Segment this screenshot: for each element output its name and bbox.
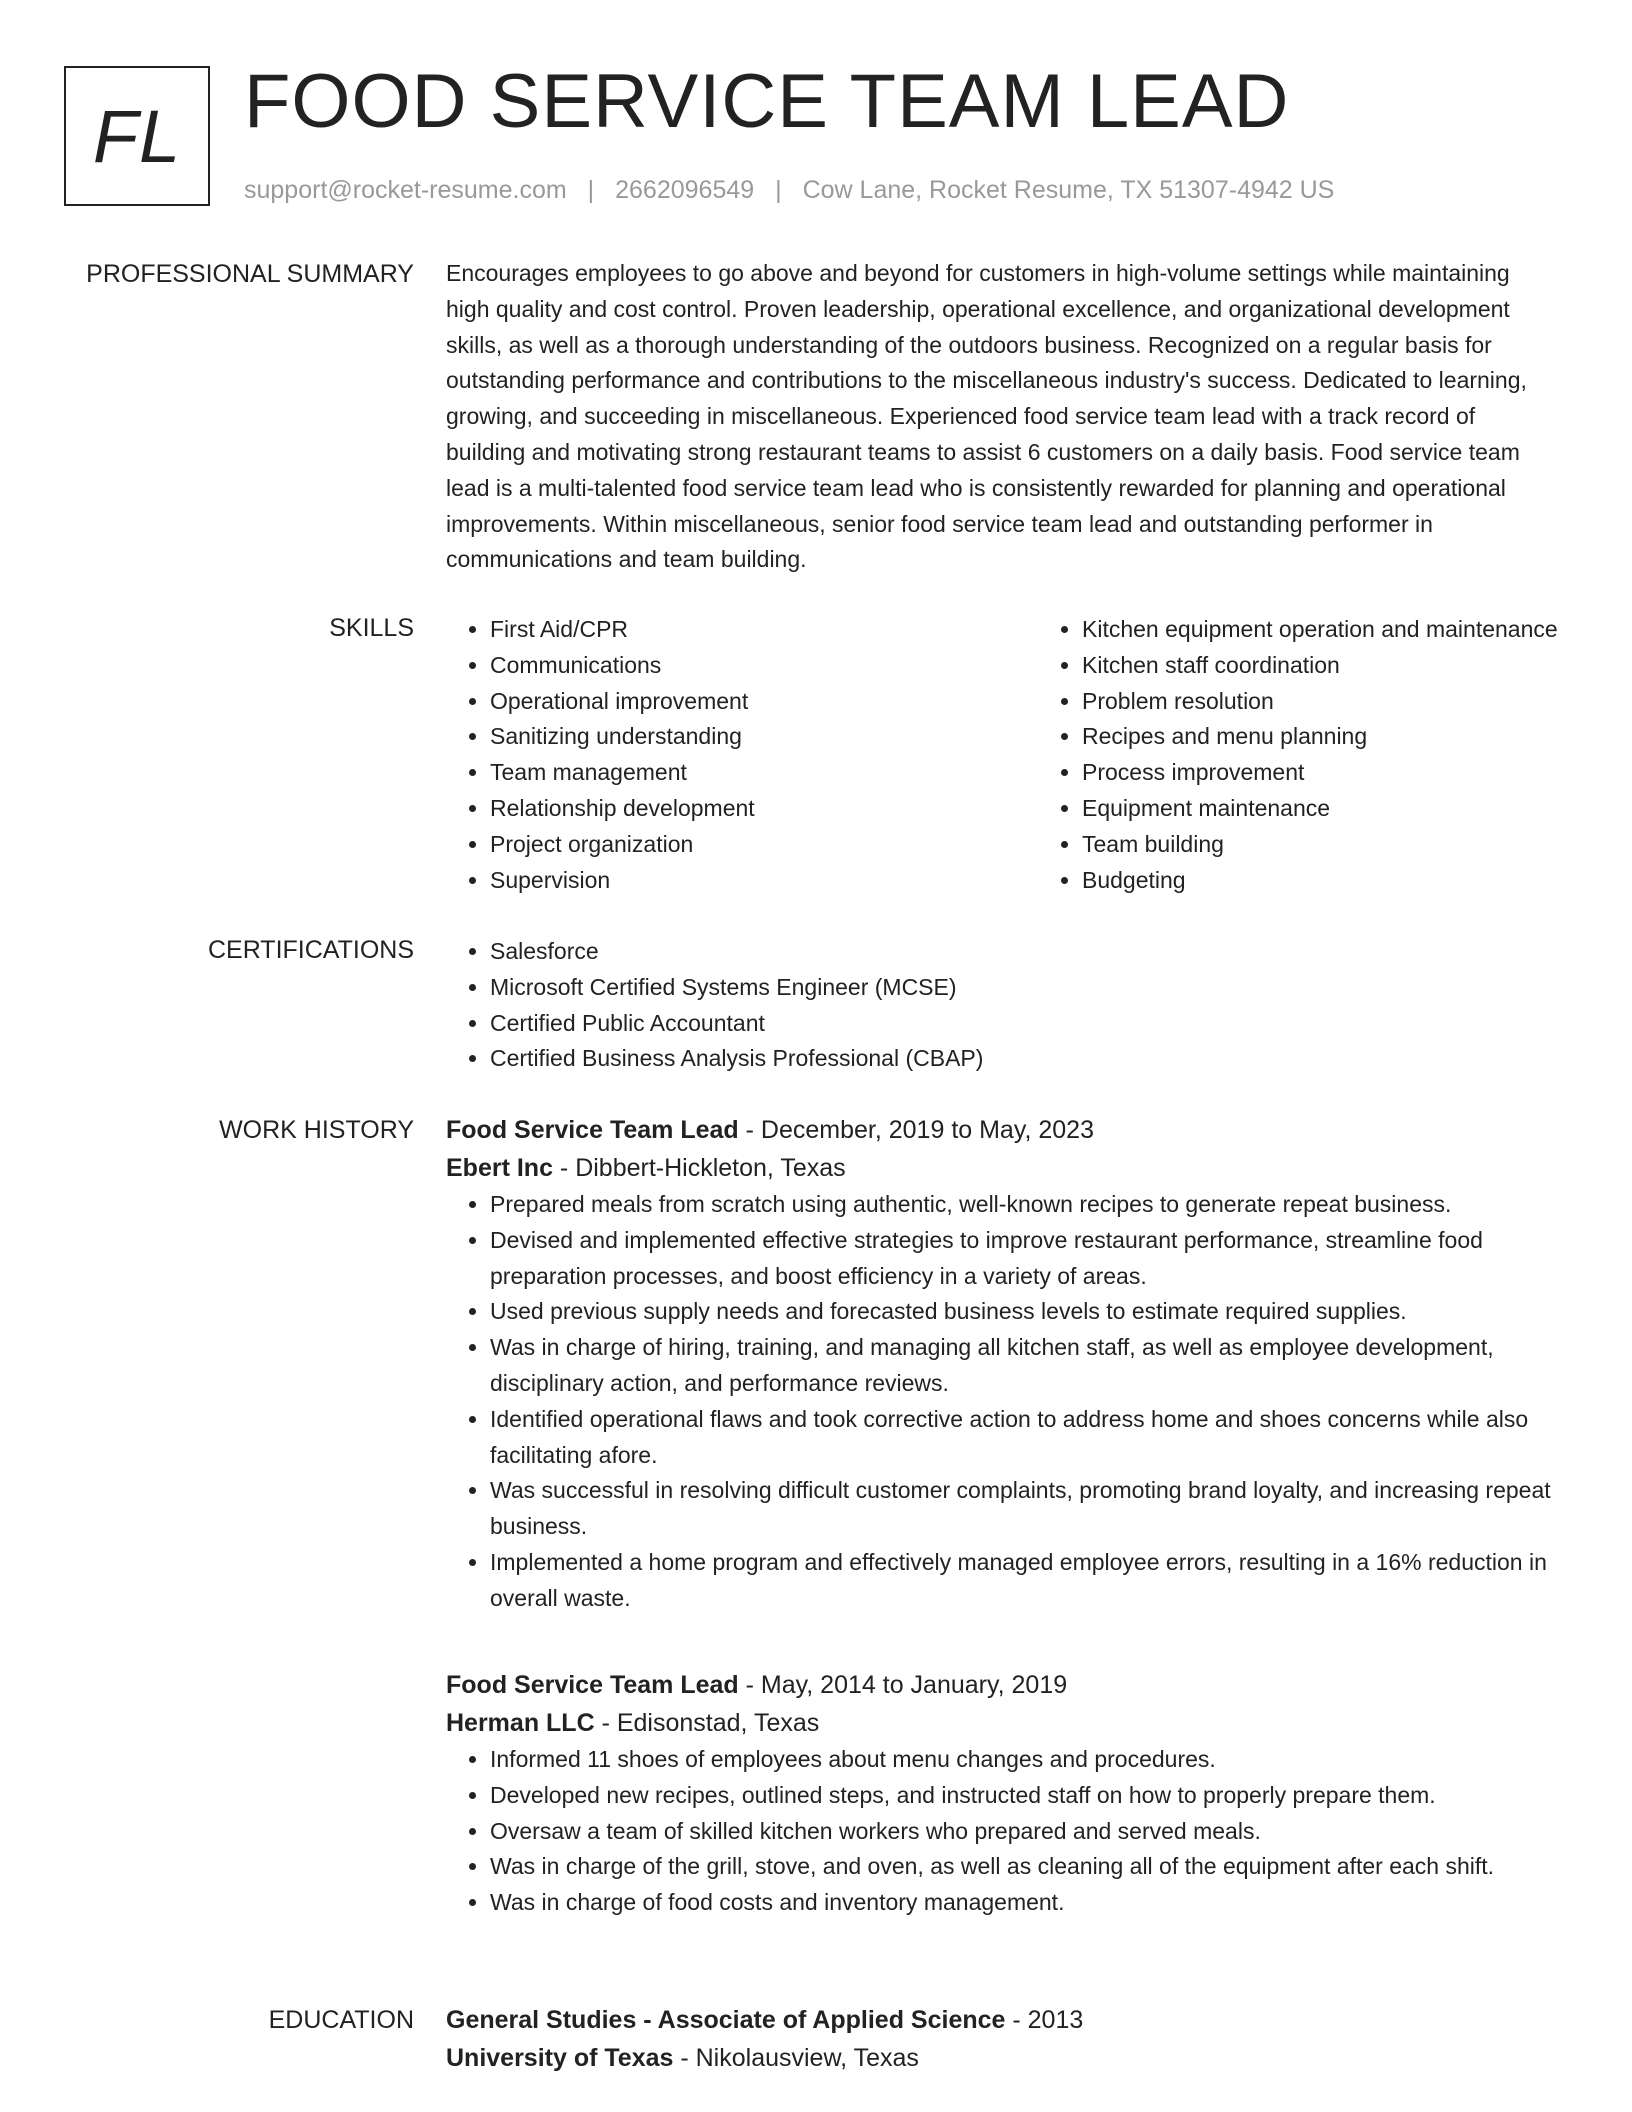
job-dates: - December, 2019 to May, 2023 <box>738 1116 1094 1144</box>
job-bullets <box>446 1742 1556 1921</box>
job-entry <box>446 1666 1556 1921</box>
job-location: - Dibbert-Hickleton, Texas <box>552 1154 846 1182</box>
education-year: - 2013 <box>1005 2006 1084 2034</box>
job-bullet: • Was in charge of food costs and inventory management. <box>490 1885 1556 1921</box>
certification-item: • Certified Public Accountant <box>490 1006 1566 1042</box>
job-company-line <box>446 1149 1556 1187</box>
skill-item: • Team management <box>490 755 1038 791</box>
job-bullet: • Prepared meals from scratch using authentic, well-known recipes to generate repeat business. <box>490 1187 1556 1223</box>
job-dates: - May, 2014 to January, 2019 <box>738 1671 1068 1699</box>
education-degree-line <box>446 2001 1566 2039</box>
certification-item: • Certified Business Analysis Professional (CBAP) <box>490 1041 1566 1077</box>
job-bullet: • Informed 11 shoes of employees about menu changes and procedures. <box>490 1742 1556 1778</box>
skills-list-left <box>446 612 1038 898</box>
job-title: Food Service Team Lead <box>446 1671 739 1699</box>
job-bullets <box>446 1187 1556 1617</box>
skill-item: • Team building <box>1082 827 1630 863</box>
job-company: Herman LLC <box>446 1709 595 1737</box>
contact-line <box>244 174 1334 206</box>
job-bullet: • Used previous supply needs and forecasted business levels to estimate required supplies. <box>490 1294 1556 1330</box>
education-entry <box>446 2001 1566 2077</box>
education-school: University of Texas <box>446 2044 674 2072</box>
skill-item: • Problem resolution <box>1082 684 1630 720</box>
skill-item: • Operational improvement <box>490 684 1038 720</box>
job-title-line <box>446 1111 1556 1149</box>
job-bullet: • Was successful in resolving difficult customer complaints, promoting brand loyalty, and increasing repeat business. <box>490 1473 1556 1545</box>
job-bullet: • Devised and implemented effective strategies to improve restaurant performance, streamline food preparation processes, and boost efficiency in a variety of areas. <box>490 1223 1556 1295</box>
job-bullet: • Developed new recipes, outlined steps, and instructed staff on how to properly prepare them. <box>490 1778 1556 1814</box>
summary-heading: PROFESSIONAL SUMMARY <box>86 260 414 288</box>
contact-email: support@rocket-resume.com <box>244 176 567 204</box>
job-entry <box>446 1111 1556 1617</box>
summary-body <box>446 256 1558 578</box>
skill-item: • Kitchen staff coordination <box>1082 648 1630 684</box>
education-degree: General Studies - Associate of Applied Science <box>446 2006 1006 2034</box>
summary-text: Encourages employees to go above and beyond for customers in high-volume settings while maintaining high quality and cost control. Proven leadership, operational excellence, and organizational development skills, as well as a thorough understanding of the outdoors business. Recognized on a regular basis for outstanding performance and contributions to the miscellaneous industry's success. Dedicated to learning, growing, and succeeding in miscellaneous. Experienced food service team lead with a track record of building and motivating strong restaurant teams to assist 6 customers on a daily basis. Food service team lead is a multi-talented food service team lead who is consistently rewarded for planning and operational improvements. Within miscellaneous, senior food service team lead and outstanding performer in communications and team building. <box>446 260 1527 573</box>
contact-phone: 2662096549 <box>615 176 755 204</box>
skill-item: • Kitchen equipment operation and maintenance <box>1082 612 1630 648</box>
job-company-line <box>446 1704 1556 1742</box>
contact-separator: | <box>587 176 595 204</box>
certifications-list <box>446 934 1566 1077</box>
education-location: - Nikolausview, Texas <box>673 2044 919 2072</box>
skill-item: • Equipment maintenance <box>1082 791 1630 827</box>
job-bullet: • Identified operational flaws and took corrective action to address home and shoes concerns while also facilitating afore. <box>490 1402 1556 1474</box>
contact-separator: | <box>775 176 782 204</box>
contact-address: Cow Lane, Rocket Resume, TX 51307-4942 US <box>802 176 1335 204</box>
skill-item: • Supervision <box>490 863 1038 899</box>
certifications-body <box>446 934 1566 1077</box>
job-location: - Edisonstad, Texas <box>594 1709 820 1737</box>
job-title: Food Service Team Lead <box>446 1116 739 1144</box>
job-bullet: • Implemented a home program and effectively managed employee errors, resulting in a 16% reduction in overall waste. <box>490 1545 1556 1617</box>
skill-item: • Sanitizing understanding <box>490 719 1038 755</box>
monogram-badge: FL <box>64 66 210 206</box>
skill-item: • Communications <box>490 648 1038 684</box>
certification-item: • Salesforce <box>490 934 1566 970</box>
skills-list-right <box>1038 612 1630 898</box>
job-bullet: • Was in charge of the grill, stove, and oven, as well as cleaning all of the equipment after each shift. <box>490 1849 1556 1885</box>
job-company: Ebert Inc <box>446 1154 553 1182</box>
job-bullet: • Was in charge of hiring, training, and managing all kitchen staff, as well as employee development, disciplinary action, and performance reviews. <box>490 1330 1556 1402</box>
skill-item: • Budgeting <box>1082 863 1630 899</box>
skill-item: • Relationship development <box>490 791 1038 827</box>
skill-item: • Recipes and menu planning <box>1082 719 1630 755</box>
skills-heading: SKILLS <box>329 614 414 642</box>
certification-item: • Microsoft Certified Systems Engineer (MCSE) <box>490 970 1566 1006</box>
job-title-line <box>446 1666 1556 1704</box>
skill-item: • First Aid/CPR <box>490 612 1038 648</box>
resume-title: FOOD SERVICE TEAM LEAD <box>244 59 1290 144</box>
work-history-heading: WORK HISTORY <box>219 1116 414 1144</box>
education-school-line <box>446 2039 1566 2077</box>
skill-item: • Project organization <box>490 827 1038 863</box>
job-bullet: • Oversaw a team of skilled kitchen workers who prepared and served meals. <box>490 1814 1556 1850</box>
education-heading: EDUCATION <box>268 2006 414 2034</box>
skill-item: • Process improvement <box>1082 755 1630 791</box>
skills-grid <box>446 612 1566 898</box>
certifications-heading: CERTIFICATIONS <box>207 936 414 964</box>
